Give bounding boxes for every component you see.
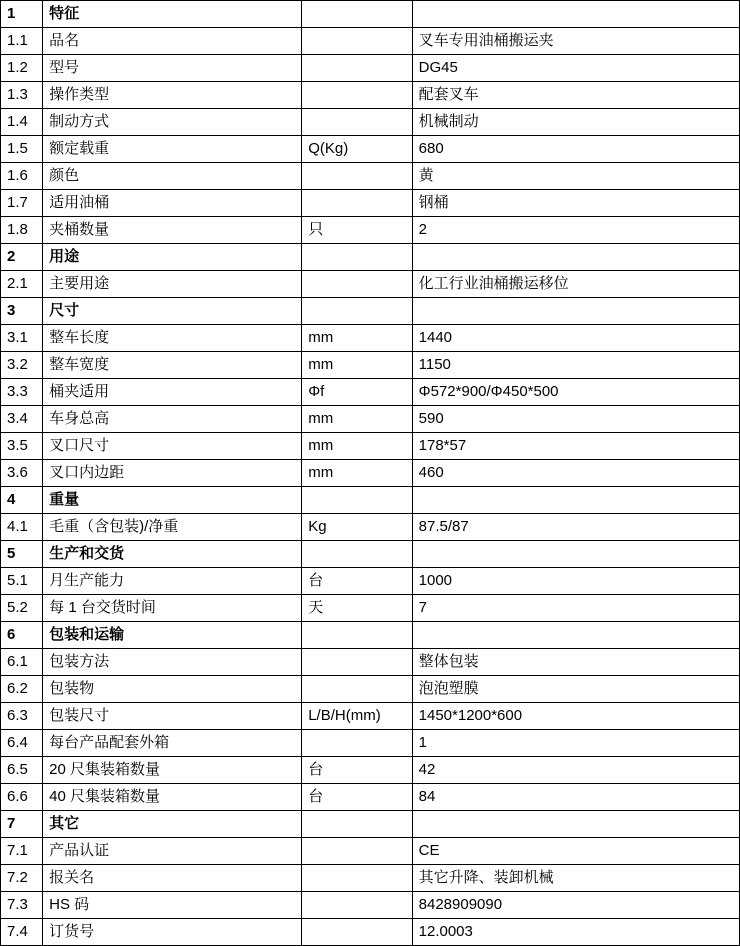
table-row (1, 28, 740, 55)
row-item-cell: 包装和运输 (43, 622, 302, 649)
row-number-cell: 3.5 (1, 433, 43, 460)
row-unit-cell (302, 1, 412, 28)
row-item-cell: 特征 (43, 1, 302, 28)
row-number-cell: 6.2 (1, 676, 43, 703)
row-value-cell: 1 (412, 730, 739, 757)
row-unit-cell: Φf (302, 379, 412, 406)
table-row (1, 865, 740, 892)
table-row (1, 730, 740, 757)
table-row (1, 352, 740, 379)
row-value-cell (412, 1, 739, 28)
row-item-cell: 包装方法 (43, 649, 302, 676)
row-value-cell: 2 (412, 217, 739, 244)
row-item-cell: 品名 (43, 28, 302, 55)
table-row (1, 703, 740, 730)
row-number-cell: 6.1 (1, 649, 43, 676)
table-row (1, 298, 740, 325)
row-number-cell: 1.1 (1, 28, 43, 55)
row-item-cell: 尺寸 (43, 298, 302, 325)
row-item-cell: 重量 (43, 487, 302, 514)
row-unit-cell (302, 811, 412, 838)
table-row (1, 433, 740, 460)
row-unit-cell (302, 487, 412, 514)
row-value-cell: 680 (412, 136, 739, 163)
row-unit-cell (302, 244, 412, 271)
row-unit-cell: 台 (302, 568, 412, 595)
row-unit-cell: Kg (302, 514, 412, 541)
table-row (1, 487, 740, 514)
row-unit-cell (302, 865, 412, 892)
row-item-cell: HS 码 (43, 892, 302, 919)
row-value-cell: 1440 (412, 325, 739, 352)
row-item-cell: 订货号 (43, 919, 302, 946)
row-unit-cell (302, 163, 412, 190)
row-value-cell: 1450*1200*600 (412, 703, 739, 730)
table-row (1, 271, 740, 298)
row-number-cell: 2.1 (1, 271, 43, 298)
row-item-cell: 每台产品配套外箱 (43, 730, 302, 757)
table-row (1, 406, 740, 433)
row-value-cell: 8428909090 (412, 892, 739, 919)
row-item-cell: 制动方式 (43, 109, 302, 136)
row-number-cell: 7.3 (1, 892, 43, 919)
row-number-cell: 1.7 (1, 190, 43, 217)
table-row (1, 82, 740, 109)
row-value-cell: 42 (412, 757, 739, 784)
row-item-cell: 整车长度 (43, 325, 302, 352)
row-item-cell: 整车宽度 (43, 352, 302, 379)
row-value-cell (412, 811, 739, 838)
row-value-cell: 泡泡塑膜 (412, 676, 739, 703)
row-unit-cell (302, 649, 412, 676)
row-number-cell: 4.1 (1, 514, 43, 541)
row-unit-cell (302, 28, 412, 55)
row-value-cell: 机械制动 (412, 109, 739, 136)
row-value-cell: 84 (412, 784, 739, 811)
row-unit-cell: mm (302, 352, 412, 379)
row-value-cell: 12.0003 (412, 919, 739, 946)
specification-table-body (1, 1, 740, 946)
row-unit-cell (302, 190, 412, 217)
row-item-cell: 桶夹适用 (43, 379, 302, 406)
row-unit-cell: 台 (302, 757, 412, 784)
row-number-cell: 4 (1, 487, 43, 514)
row-item-cell: 每 1 台交货时间 (43, 595, 302, 622)
table-row (1, 892, 740, 919)
table-row (1, 163, 740, 190)
row-number-cell: 7.1 (1, 838, 43, 865)
row-unit-cell: L/B/H(mm) (302, 703, 412, 730)
table-row (1, 568, 740, 595)
table-row (1, 595, 740, 622)
row-number-cell: 3.1 (1, 325, 43, 352)
row-value-cell: 7 (412, 595, 739, 622)
row-value-cell: 87.5/87 (412, 514, 739, 541)
row-item-cell: 毛重（含包装)/净重 (43, 514, 302, 541)
row-value-cell: 化工行业油桶搬运移位 (412, 271, 739, 298)
row-unit-cell (302, 109, 412, 136)
row-item-cell: 报关名 (43, 865, 302, 892)
row-item-cell: 40 尺集装箱数量 (43, 784, 302, 811)
row-item-cell: 包装物 (43, 676, 302, 703)
table-row (1, 136, 740, 163)
row-value-cell (412, 298, 739, 325)
row-number-cell: 1.4 (1, 109, 43, 136)
row-value-cell: 钢桶 (412, 190, 739, 217)
row-number-cell: 7.4 (1, 919, 43, 946)
row-item-cell: 颜色 (43, 163, 302, 190)
row-item-cell: 月生产能力 (43, 568, 302, 595)
row-number-cell: 5.1 (1, 568, 43, 595)
row-unit-cell (302, 298, 412, 325)
table-row (1, 541, 740, 568)
row-item-cell: 包装尺寸 (43, 703, 302, 730)
row-number-cell: 1.5 (1, 136, 43, 163)
row-number-cell: 3.3 (1, 379, 43, 406)
row-value-cell: CE (412, 838, 739, 865)
row-number-cell: 1 (1, 1, 43, 28)
row-unit-cell (302, 82, 412, 109)
row-number-cell: 3.2 (1, 352, 43, 379)
row-value-cell: 配套叉车 (412, 82, 739, 109)
row-unit-cell (302, 892, 412, 919)
row-value-cell: Φ572*900/Φ450*500 (412, 379, 739, 406)
row-number-cell: 6 (1, 622, 43, 649)
table-row (1, 460, 740, 487)
row-number-cell: 7 (1, 811, 43, 838)
row-number-cell: 3.4 (1, 406, 43, 433)
row-number-cell: 5.2 (1, 595, 43, 622)
row-unit-cell (302, 271, 412, 298)
row-value-cell: 其它升降、装卸机械 (412, 865, 739, 892)
table-row (1, 676, 740, 703)
row-unit-cell: mm (302, 325, 412, 352)
table-row (1, 838, 740, 865)
row-value-cell: 460 (412, 460, 739, 487)
row-unit-cell: 天 (302, 595, 412, 622)
row-value-cell: 178*57 (412, 433, 739, 460)
row-item-cell: 用途 (43, 244, 302, 271)
row-unit-cell: Q(Kg) (302, 136, 412, 163)
row-unit-cell: mm (302, 433, 412, 460)
table-row (1, 190, 740, 217)
row-unit-cell: 台 (302, 784, 412, 811)
row-number-cell: 6.4 (1, 730, 43, 757)
row-value-cell (412, 487, 739, 514)
row-value-cell: 590 (412, 406, 739, 433)
table-row (1, 379, 740, 406)
table-row (1, 244, 740, 271)
row-item-cell: 20 尺集装箱数量 (43, 757, 302, 784)
row-unit-cell: mm (302, 460, 412, 487)
row-value-cell (412, 541, 739, 568)
row-number-cell: 2 (1, 244, 43, 271)
row-value-cell (412, 622, 739, 649)
row-unit-cell (302, 730, 412, 757)
row-number-cell: 1.8 (1, 217, 43, 244)
row-item-cell: 适用油桶 (43, 190, 302, 217)
table-row (1, 757, 740, 784)
row-unit-cell (302, 622, 412, 649)
row-unit-cell (302, 541, 412, 568)
row-item-cell: 车身总高 (43, 406, 302, 433)
row-value-cell: DG45 (412, 55, 739, 82)
row-unit-cell (302, 676, 412, 703)
row-unit-cell (302, 55, 412, 82)
row-number-cell: 7.2 (1, 865, 43, 892)
table-row (1, 325, 740, 352)
table-row (1, 109, 740, 136)
row-value-cell: 整体包装 (412, 649, 739, 676)
row-value-cell: 叉车专用油桶搬运夹 (412, 28, 739, 55)
row-unit-cell: mm (302, 406, 412, 433)
row-number-cell: 3 (1, 298, 43, 325)
table-row (1, 514, 740, 541)
row-item-cell: 操作类型 (43, 82, 302, 109)
row-number-cell: 3.6 (1, 460, 43, 487)
row-unit-cell (302, 838, 412, 865)
row-number-cell: 6.6 (1, 784, 43, 811)
table-row (1, 784, 740, 811)
row-value-cell (412, 244, 739, 271)
row-item-cell: 叉口尺寸 (43, 433, 302, 460)
row-value-cell: 黄 (412, 163, 739, 190)
row-unit-cell (302, 919, 412, 946)
row-item-cell: 夹桶数量 (43, 217, 302, 244)
row-item-cell: 叉口内边距 (43, 460, 302, 487)
row-value-cell: 1000 (412, 568, 739, 595)
table-row (1, 55, 740, 82)
table-row (1, 919, 740, 946)
table-row (1, 649, 740, 676)
table-row (1, 1, 740, 28)
row-number-cell: 1.2 (1, 55, 43, 82)
row-number-cell: 5 (1, 541, 43, 568)
row-item-cell: 其它 (43, 811, 302, 838)
row-item-cell: 生产和交货 (43, 541, 302, 568)
row-unit-cell: 只 (302, 217, 412, 244)
row-item-cell: 主要用途 (43, 271, 302, 298)
row-item-cell: 产品认证 (43, 838, 302, 865)
row-number-cell: 1.3 (1, 82, 43, 109)
row-item-cell: 型号 (43, 55, 302, 82)
row-number-cell: 6.3 (1, 703, 43, 730)
row-item-cell: 额定载重 (43, 136, 302, 163)
row-number-cell: 6.5 (1, 757, 43, 784)
table-row (1, 217, 740, 244)
row-number-cell: 1.6 (1, 163, 43, 190)
table-row (1, 811, 740, 838)
table-row (1, 622, 740, 649)
row-value-cell: 1150 (412, 352, 739, 379)
